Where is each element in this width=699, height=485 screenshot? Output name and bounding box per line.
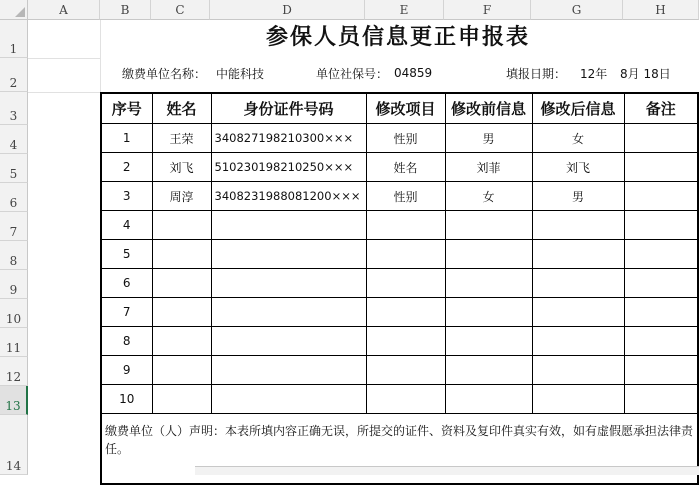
cell-name[interactable]: 王荣 [152, 124, 211, 153]
cell-id-number[interactable] [211, 385, 366, 414]
row-header-1[interactable]: 1 [0, 20, 28, 58]
cell-remark[interactable] [624, 211, 698, 240]
cell-after[interactable] [532, 327, 624, 356]
cell-before[interactable] [445, 211, 532, 240]
cell-id-number[interactable]: 510230198210250××× [211, 153, 366, 182]
table-row [101, 211, 698, 240]
column-header-g[interactable]: G [531, 0, 623, 20]
cell-no[interactable]: 3 [101, 182, 152, 211]
header-name[interactable]: 姓名 [152, 93, 211, 124]
cell-no[interactable]: 2 [101, 153, 152, 182]
cell-name[interactable] [152, 327, 211, 356]
cell-remark[interactable] [624, 153, 698, 182]
cell-field[interactable] [366, 240, 445, 269]
row-header-6[interactable]: 6 [0, 183, 28, 212]
cell-name[interactable] [152, 269, 211, 298]
cell-remark[interactable] [624, 327, 698, 356]
form-title[interactable]: 参保人员信息更正申报表 [265, 24, 530, 50]
row-header-10[interactable]: 10 [0, 299, 28, 328]
cell-name[interactable] [152, 211, 211, 240]
row-header-8[interactable]: 8 [0, 241, 28, 270]
cell-name[interactable]: 刘飞 [152, 153, 211, 182]
correction-form-table [100, 92, 699, 485]
cell-before[interactable] [445, 385, 532, 414]
column-header-b[interactable]: B [100, 0, 151, 20]
row-header-2[interactable]: 2 [0, 58, 28, 92]
cell-field[interactable] [366, 211, 445, 240]
cell-id-number[interactable] [211, 269, 366, 298]
cell-no[interactable]: 7 [101, 298, 152, 327]
header-before-info[interactable]: 修改前信息 [445, 93, 532, 124]
social-no-value[interactable]: 04859 [394, 66, 433, 80]
gridline [28, 92, 100, 93]
cell-no[interactable]: 1 [101, 124, 152, 153]
cell-no[interactable]: 5 [101, 240, 152, 269]
cell-name[interactable] [152, 298, 211, 327]
column-header-a[interactable]: A [28, 0, 100, 20]
cell-no[interactable]: 4 [101, 211, 152, 240]
cell-id-number[interactable] [211, 356, 366, 385]
row-header-11[interactable]: 11 [0, 328, 28, 357]
table-row [101, 298, 698, 327]
cell-field[interactable] [366, 356, 445, 385]
cell-remark[interactable] [624, 124, 698, 153]
row-header-9[interactable]: 9 [0, 270, 28, 299]
row-header-4[interactable]: 4 [0, 125, 28, 154]
cell-before[interactable] [445, 298, 532, 327]
cell-after[interactable] [532, 211, 624, 240]
cell-name[interactable] [152, 356, 211, 385]
cell-before[interactable]: 男 [445, 124, 532, 153]
cell-remark[interactable] [624, 356, 698, 385]
header-id-number[interactable]: 身份证件号码 [211, 93, 366, 124]
column-header-h[interactable]: H [623, 0, 699, 20]
cell-after[interactable] [532, 269, 624, 298]
cell-id-number[interactable] [211, 211, 366, 240]
cell-remark[interactable] [624, 385, 698, 414]
table-row [101, 356, 698, 385]
cell-before[interactable]: 女 [445, 182, 532, 211]
row-header-3[interactable]: 3 [0, 92, 28, 125]
cell-before[interactable]: 刘菲 [445, 153, 532, 182]
cell-no[interactable]: 6 [101, 269, 152, 298]
column-header-c[interactable]: C [151, 0, 210, 20]
header-after-info[interactable]: 修改后信息 [532, 93, 624, 124]
cell-field[interactable] [366, 327, 445, 356]
gridline [28, 58, 100, 59]
cell-after[interactable]: 刘飞 [532, 153, 624, 182]
table-row [101, 182, 698, 211]
table-row [101, 327, 698, 356]
cell-id-number[interactable] [211, 327, 366, 356]
table-row [101, 124, 698, 153]
header-no[interactable]: 序号 [101, 93, 152, 124]
column-header-d[interactable]: D [210, 0, 365, 20]
cell-field[interactable] [366, 298, 445, 327]
cell-field[interactable] [366, 385, 445, 414]
cell-field[interactable] [366, 269, 445, 298]
cell-id-number[interactable] [211, 240, 366, 269]
sheet-tab-bar [195, 466, 699, 475]
row-header-5[interactable]: 5 [0, 154, 28, 183]
cell-before[interactable] [445, 327, 532, 356]
cell-name[interactable] [152, 385, 211, 414]
select-all-corner[interactable] [0, 0, 28, 20]
cell-no[interactable]: 9 [101, 356, 152, 385]
date-month[interactable]: 12年 [580, 66, 608, 81]
header-remark[interactable]: 备注 [624, 93, 698, 124]
row-header-7[interactable]: 7 [0, 212, 28, 241]
row-header-13[interactable]: 13 [0, 386, 28, 415]
table-row [101, 240, 698, 269]
date-label[interactable]: 填报日期： [506, 66, 567, 81]
social-no-label[interactable]: 单位社保号： [316, 66, 389, 81]
cell-after[interactable]: 女 [532, 124, 624, 153]
unit-name-label[interactable]: 缴费单位名称： [122, 66, 207, 81]
cell-remark[interactable] [624, 240, 698, 269]
column-header-e[interactable]: E [365, 0, 444, 20]
row-header-12[interactable]: 12 [0, 357, 28, 386]
cell-id-number[interactable]: 340827198210300××× [211, 124, 366, 153]
cell-after[interactable] [532, 385, 624, 414]
declaration-cell[interactable]: 缴费单位（人）声明：本表所填内容正确无误，所提交的证件、资料及复印件真实有效，如有虚假愿承担法律责任。 [101, 414, 698, 485]
cell-after[interactable] [532, 356, 624, 385]
cell-no[interactable]: 10 [101, 385, 152, 414]
cell-name[interactable]: 周淳 [152, 182, 211, 211]
cell-after[interactable] [532, 298, 624, 327]
cell-field[interactable]: 性别 [366, 182, 445, 211]
cell-after[interactable]: 男 [532, 182, 624, 211]
cell-id-number[interactable]: 3408231988081200××× [211, 182, 366, 211]
cell-after[interactable] [532, 240, 624, 269]
cell-no[interactable]: 8 [101, 327, 152, 356]
table-row [101, 153, 698, 182]
date-day[interactable]: 8月 18日 [620, 66, 671, 81]
cell-remark[interactable] [624, 298, 698, 327]
cell-id-number[interactable] [211, 298, 366, 327]
cell-before[interactable] [445, 356, 532, 385]
column-header-f[interactable]: F [444, 0, 531, 20]
header-modified-item[interactable]: 修改项目 [366, 93, 445, 124]
cell-field[interactable]: 性别 [366, 124, 445, 153]
cell-remark[interactable] [624, 269, 698, 298]
cell-remark[interactable] [624, 182, 698, 211]
row-header-14[interactable]: 14 [0, 415, 28, 475]
cell-name[interactable] [152, 240, 211, 269]
unit-name-value[interactable]: 中能科技 [216, 66, 265, 81]
cell-field[interactable]: 姓名 [366, 153, 445, 182]
cell-before[interactable] [445, 269, 532, 298]
table-header-row [101, 93, 698, 124]
table-row [101, 269, 698, 298]
cell-before[interactable] [445, 240, 532, 269]
table-row [101, 385, 698, 414]
